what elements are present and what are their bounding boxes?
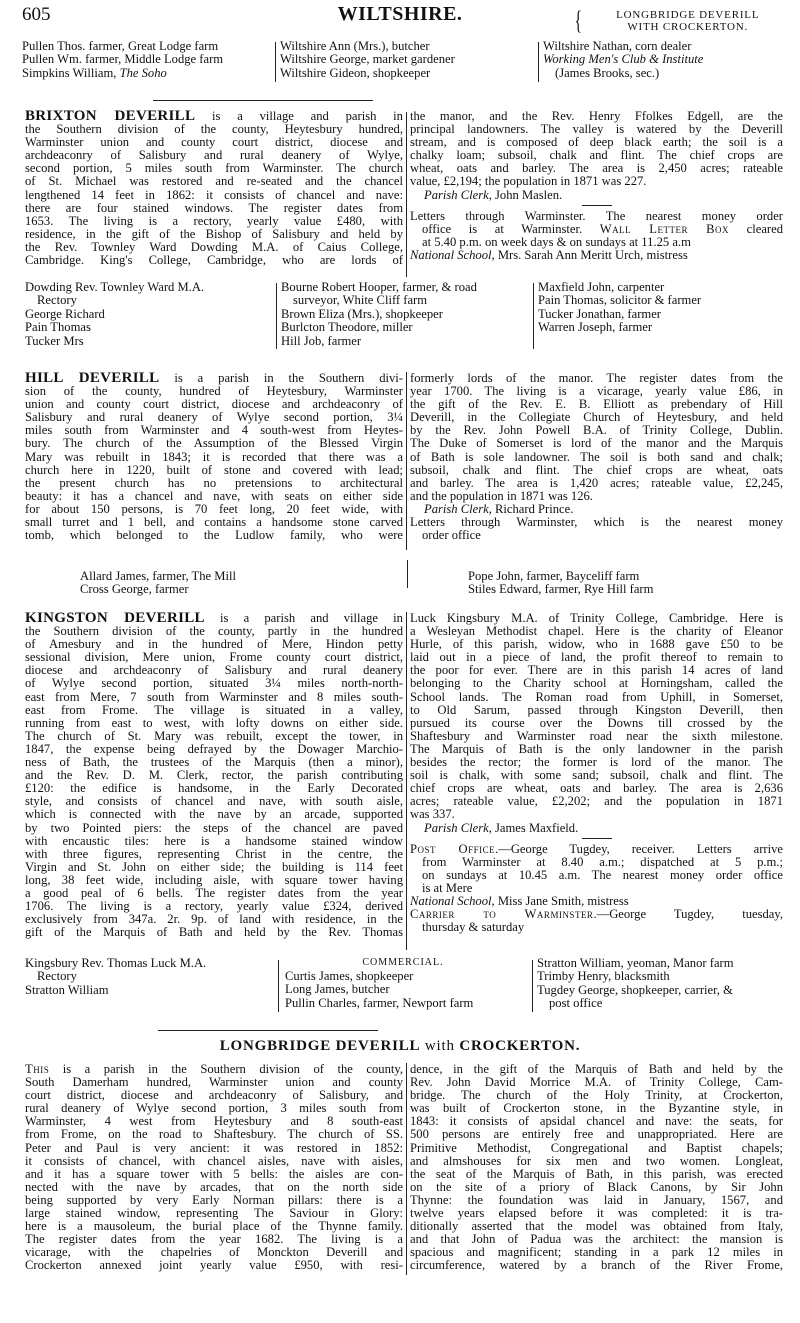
brace-glyph: { bbox=[574, 6, 582, 35]
text-line: on the site of a priory of Black Canons, by Sir John bbox=[410, 1179, 783, 1194]
kingston-text-right bbox=[410, 612, 783, 934]
text-line bbox=[410, 223, 783, 236]
directory-line: Burlcton Theodore, miller bbox=[281, 320, 413, 335]
heading-part: CROCKERTON. bbox=[459, 1038, 581, 1054]
text-line: and that John of Padua was the architect: the mansion is bbox=[410, 1232, 783, 1247]
directory-line: Pope John, farmer, Bayceliff farm bbox=[468, 569, 640, 583]
text-line: 1847, the expense being defrayed by the Dowager Marchio- bbox=[25, 741, 403, 756]
text-line bbox=[410, 249, 783, 262]
short-rule bbox=[410, 835, 783, 843]
top-directory-col-2 bbox=[280, 40, 530, 80]
text-run: , John Maslen. bbox=[488, 187, 563, 202]
brixton-text-left bbox=[25, 110, 403, 267]
text-run: , Miss Jane Smith, mistress bbox=[491, 893, 629, 908]
directory-entry bbox=[281, 308, 531, 321]
text-line: bury. The church of the Assumption of the Blessed Virgin bbox=[25, 436, 403, 451]
text-line: wheat, oats and barley. The area is 2,450 acres; rateable bbox=[410, 161, 783, 176]
column-divider bbox=[532, 960, 533, 1012]
text-line: miles south from Warminster and 4 south-west from Heytes- bbox=[25, 423, 403, 438]
text-line: the Southern division of the county, partly in the hundred bbox=[25, 624, 403, 639]
text-line: chalky loam; subsoil, chalk and flint. The chief crops are bbox=[410, 148, 783, 163]
column-divider bbox=[406, 112, 407, 277]
small-caps-label: This bbox=[25, 1062, 50, 1076]
heading-part: with bbox=[420, 1038, 460, 1054]
text-line: Letters through Warminster, which is the nearest money bbox=[410, 515, 783, 530]
text-line: ness of Bath, the trustees of the Marquis (then a minor), bbox=[25, 755, 403, 770]
longbridge-text-right bbox=[410, 1063, 783, 1273]
brixton-text-right bbox=[410, 110, 783, 262]
directory-entry bbox=[25, 335, 275, 348]
directory-entry bbox=[538, 321, 788, 334]
hill-text-right bbox=[410, 372, 783, 542]
brixton-directory-col-3 bbox=[538, 281, 788, 335]
short-rule-line bbox=[582, 838, 612, 839]
text-run: is a parish and village in bbox=[204, 611, 403, 625]
text-line: sion of the county, hundred of Heytesbury, Warminster bbox=[25, 384, 403, 399]
text-line: by the Rev. John Powell B.A. of Trinity College, Dublin. bbox=[410, 423, 783, 438]
directory-line: (James Brooks, sec.) bbox=[555, 65, 660, 80]
text-line: belonging to the Charity school at Horningsham, called the bbox=[410, 676, 783, 691]
column-divider bbox=[278, 960, 279, 1012]
text-line: archdeaconry of Salisbury and rural deanery of Wylye, bbox=[25, 148, 403, 163]
text-line: laid out in a piece of land, the profit thereof to remain to bbox=[410, 650, 783, 665]
text-line: on sundays at 10.45 a.m. The nearest money order office bbox=[422, 867, 783, 882]
page-number: 605 bbox=[22, 4, 51, 25]
text-line: acres; rateable value, £2,202; and the population in 1871 bbox=[410, 794, 783, 809]
text-line: ditionally asserted that the model was obtained from Italy, bbox=[410, 1219, 783, 1234]
longbridge-heading bbox=[0, 1038, 800, 1055]
text-line: from Frome, on the road to Shaftesbury. The church of SS. bbox=[25, 1127, 403, 1142]
text-line: the poor for ever. There are in this parish 14 acres of land bbox=[410, 663, 783, 678]
text-line: 1653. The living is a rectory, yearly value £480, with bbox=[25, 213, 403, 228]
text-line: stream, and is composed of deep black earth; the soil is a bbox=[410, 135, 783, 150]
text-line: Thynne: the foundation was laid in January, 1567, and bbox=[410, 1192, 783, 1207]
brixton-directory-col-2 bbox=[281, 281, 531, 348]
place-name: HILL DEVERILL bbox=[25, 370, 160, 386]
text-line: and it has a square tower with 5 bells: the aisles are con- bbox=[25, 1166, 403, 1181]
text-line: being supported by very Early Norman pillars: there is a bbox=[25, 1192, 403, 1207]
directory-line: Pain Thomas bbox=[25, 320, 91, 335]
directory-line: Brown Eliza (Mrs.), shopkeeper bbox=[281, 306, 443, 321]
italic-label: The Soho bbox=[119, 65, 167, 80]
text-line: there are four stained windows. The register dates from bbox=[25, 200, 403, 215]
directory-entry bbox=[22, 53, 272, 66]
text-line: at 5.40 p.m. on week days & on sundays at 11.25 a.m bbox=[422, 234, 691, 249]
text-line: vicarage, with the chapelries of Monckton Deverill and bbox=[25, 1245, 403, 1260]
text-line: it consists of chancel, with chancel aisles, nave with aisles, bbox=[25, 1153, 403, 1168]
text-line: of Bath is sole landowner. The soil is both sand and chalk; bbox=[410, 449, 783, 464]
section-rule bbox=[158, 1030, 378, 1031]
running-head-text bbox=[588, 9, 787, 33]
text-line: which is connected with the nave by an arcade, supported bbox=[25, 807, 403, 822]
directory-entry bbox=[285, 997, 530, 1010]
short-rule-line bbox=[582, 205, 612, 206]
directory-line: Long James, butcher bbox=[285, 982, 390, 997]
directory-line: Curtis James, shopkeeper bbox=[285, 969, 414, 983]
directory-line: Pullin Charles, farmer, Newport farm bbox=[285, 995, 474, 1010]
text-line: The church of St. Mary was rebuilt, except the tower, in bbox=[25, 728, 403, 743]
text-line: 1843: it consists of apsidal chancel and nave: the seats, for bbox=[410, 1114, 783, 1129]
column-divider bbox=[406, 612, 407, 950]
directory-line: Pullen Thos. farmer, Great Lodge farm bbox=[22, 39, 219, 53]
directory-entry bbox=[280, 53, 530, 66]
text-line: residence, in the gift of the Bishop of Salisbury and held by bbox=[25, 226, 403, 241]
directory-entry bbox=[537, 970, 787, 983]
text-line: the present church has no pretensions to architectural bbox=[25, 475, 403, 490]
text-line: of Amesbury and in the hundred of Mere, Hindon petty bbox=[25, 637, 403, 652]
directory-entry bbox=[468, 583, 768, 596]
text-line: a good peal of 6 bells. The register dates from the year bbox=[25, 885, 403, 900]
text-line: Hurle, of this parish, widow, who in 1688 gave £50 to be bbox=[410, 637, 783, 652]
text-run: Simpkins William, bbox=[22, 65, 120, 80]
directory-entry bbox=[538, 308, 788, 321]
text-line: formerly lords of the manor. The register dates from the bbox=[410, 371, 783, 385]
directory-line bbox=[22, 67, 272, 80]
column-divider bbox=[533, 283, 534, 349]
text-line: and the Rev. D. M. Clerk, rector, the parish contributing bbox=[25, 768, 403, 783]
text-line: a Wesleyan Methodist chapel. Here is the charity of Eleanor bbox=[410, 624, 783, 639]
directory-entry bbox=[281, 335, 531, 348]
directory-entry bbox=[543, 40, 788, 53]
section-rule bbox=[153, 100, 373, 101]
text-line: Salisbury and rural deanery of Wylye second portion, 3¼ bbox=[25, 410, 403, 425]
directory-line: Stiles Edward, farmer, Rye Hill farm bbox=[468, 582, 654, 597]
directory-entry bbox=[468, 570, 768, 583]
directory-entry bbox=[22, 40, 272, 53]
text-line: Shaftesbury and Warminster road near the sixth milestone. bbox=[410, 728, 783, 743]
column-divider bbox=[275, 42, 276, 82]
text-line: for about 150 persons, is 70 feet long, 20 feet wide, with bbox=[25, 501, 403, 516]
heading-part: LONGBRIDGE DEVERILL bbox=[219, 1038, 421, 1054]
text-line: the gift of the Rev. E. B. Elliott as prebendary of Hill bbox=[410, 397, 783, 412]
text-line: exclusively from 347a. 2r. 9p. of land with residence, in the bbox=[25, 912, 403, 927]
text-line: order office bbox=[422, 528, 481, 543]
text-line: South Damerham hundred, Warminster union and county bbox=[25, 1075, 403, 1090]
text-line: the Rev. Townley Ward Dowding M.A. of Caius College, bbox=[25, 239, 403, 254]
text-run: is a parish in the Southern divi- bbox=[159, 371, 403, 385]
text-line: and almshouses for six men and two women. Longleat, bbox=[410, 1153, 783, 1168]
text-line: pursued its course over the Downs till crossed by the bbox=[410, 715, 783, 730]
text-line: Warminster, 4 west from Heytesbury and 8 south-east bbox=[25, 1114, 403, 1129]
text-line: principal landowners. The valley is watered by the Deverill bbox=[410, 122, 783, 137]
text-line: of St. Michael was restored and re-seated and the chancel bbox=[25, 174, 403, 189]
text-line: subsoil, chalk and flint. The chief crops are wheat, oats bbox=[410, 462, 783, 477]
directory-line: Stratton William, yeoman, Manor farm bbox=[537, 956, 734, 970]
running-head-line: WITH CROCKERTON. bbox=[627, 21, 749, 33]
brixton-directory-col-1 bbox=[25, 281, 275, 348]
commercial-label: COMMERCIAL. bbox=[362, 957, 444, 968]
text-line: soil is chalk, with some sand; subsoil, chalk and flint. The bbox=[410, 768, 783, 783]
longbridge-text-left bbox=[25, 1063, 403, 1273]
small-caps-label: Carrier to Warminster bbox=[410, 907, 594, 922]
text-line: Warminster union and county court district, diocese and bbox=[25, 135, 403, 150]
text-line: The Marquis of Bath is the only landowner in the parish bbox=[410, 741, 783, 756]
text-line: dence, in the gift of the Marquis of Bath and held by the bbox=[410, 1062, 783, 1076]
text-line bbox=[410, 189, 783, 202]
italic-label: National School bbox=[410, 247, 492, 262]
directory-line: Kingsbury Rev. Thomas Luck M.A. bbox=[25, 956, 207, 970]
text-line: by two Pointed piers: the steps of the chancel are paved bbox=[25, 820, 403, 835]
text-line: The register dates from the year 1682. The living is a bbox=[25, 1232, 403, 1247]
top-directory-col-1 bbox=[22, 40, 272, 80]
directory-entry bbox=[80, 570, 380, 583]
directory-line: post office bbox=[549, 996, 603, 1011]
text-run: office is at Warminster. bbox=[422, 221, 600, 236]
directory-entry bbox=[25, 957, 275, 984]
text-run: cleared bbox=[729, 221, 783, 236]
text-line: School lands. The Roman road from Uphill, in Somerset, bbox=[410, 689, 783, 704]
text-line: rural deanery of Wylye second portion, 3 miles south from bbox=[25, 1101, 403, 1116]
county-title: WILTSHIRE. bbox=[337, 3, 463, 25]
column-divider bbox=[406, 1063, 407, 1275]
text-line: was built of Crockerton stone, in the Byzantine style, in bbox=[410, 1101, 783, 1116]
directory-entry bbox=[25, 984, 275, 997]
text-line: spacious and magnificent; standing in a park 12 miles in bbox=[410, 1245, 783, 1260]
directory-line: Tucker Mrs bbox=[25, 333, 84, 348]
column-divider bbox=[276, 283, 277, 349]
directory-line: Tucker Jonathan, farmer bbox=[538, 306, 661, 321]
text-line: besides the rector; the former is lord of the manor. The bbox=[410, 755, 783, 770]
directory-entry bbox=[280, 67, 530, 80]
text-line: Crockerton annexed joint yearly value £950, with resi- bbox=[25, 1258, 403, 1273]
directory-entry bbox=[285, 970, 530, 983]
directory-line: Rectory bbox=[37, 293, 77, 308]
text-run: , Richard Prince. bbox=[488, 501, 574, 516]
kingston-directory-col-2 bbox=[285, 970, 530, 1010]
directory-line: Pain Thomas, solicitor & farmer bbox=[538, 293, 702, 308]
text-run: is a village and parish in bbox=[195, 109, 403, 123]
text-line: with encaustic tiles: here is a handsome stained window bbox=[25, 833, 403, 848]
directory-entry bbox=[285, 983, 530, 996]
directory-line: Tugdey George, shopkeeper, carrier, & bbox=[537, 982, 733, 997]
text-line bbox=[410, 843, 783, 856]
text-line: diocese and archdeaconry of Salisbury and rural deanery bbox=[25, 663, 403, 678]
text-line: Deverill, in the Collegiate Church of Heytesbury, and held bbox=[410, 410, 783, 425]
text-line: The Duke of Somerset is lord of the manor and the Marquis bbox=[410, 436, 783, 451]
text-line: long, 38 feet wide, including aisle, with square tower having bbox=[25, 872, 403, 887]
text-line: and the population in 1871 was 126. bbox=[410, 488, 593, 503]
directory-entry bbox=[280, 40, 530, 53]
text-line: 500 persons are entirely free and unappropriated. Here are bbox=[410, 1127, 783, 1142]
hill-directory-col-1 bbox=[80, 570, 380, 597]
top-directory-col-3 bbox=[543, 40, 788, 80]
text-line: small turret and 1 bell, and contains a handsome stone carved bbox=[25, 515, 403, 530]
directory-line: Wiltshire Gideon, shopkeeper bbox=[280, 65, 431, 80]
directory-line: Wiltshire Ann (Mrs.), butcher bbox=[280, 39, 430, 53]
text-run: , Mrs. Sarah Ann Meritt Urch, mistress bbox=[491, 247, 688, 262]
text-line: Virgin and St. John on either side; the building is 114 feet bbox=[25, 859, 403, 874]
text-line: lengthened 14 feet in 1862: it consists of chancel and nave: bbox=[25, 187, 403, 202]
column-divider bbox=[406, 372, 407, 550]
directory-line: Hill Job, farmer bbox=[281, 333, 362, 348]
directory-entry bbox=[281, 321, 531, 334]
place-name: KINGSTON DEVERILL bbox=[25, 610, 205, 626]
text-line: from Warminster at 8.40 a.m.; dispatched at 5 p.m.; bbox=[422, 854, 783, 869]
directory-line: Pullen Wm. farmer, Middle Lodge farm bbox=[22, 52, 224, 67]
text-line: gift of the Marquis of Bath and held by the Rev. Thomas bbox=[25, 925, 403, 940]
text-line: Luck Kingsbury M.A. of Trinity College, Cambridge. Here is bbox=[410, 611, 783, 625]
text-line: the Southern division of the county, Heytesbury hundred, bbox=[25, 122, 403, 137]
directory-entry bbox=[25, 321, 275, 334]
column-divider bbox=[538, 42, 539, 82]
small-caps-label: Wall Letter Box bbox=[599, 221, 730, 236]
text-line: Primitive Methodist, Congregational and Baptist chapels; bbox=[410, 1140, 783, 1155]
directory-line: Dowding Rev. Townley Ward M.A. bbox=[25, 280, 205, 294]
directory-entry bbox=[25, 281, 275, 308]
column-divider bbox=[407, 560, 408, 588]
text-line: second portion, 5 miles south from Warminster. The church bbox=[25, 161, 403, 176]
text-line: Rev. John David Morrice M.A. of Trinity College, Cam- bbox=[410, 1075, 783, 1090]
text-line: chief crops are wheat, oats and barley. The area is 2,636 bbox=[410, 781, 783, 796]
directory-entry bbox=[543, 53, 788, 80]
text-run: .—George Tugdey, tuesday, bbox=[593, 907, 783, 922]
text-line: Cambridge. King's College, Cambridge, who are lords of bbox=[25, 253, 403, 268]
text-run: is a parish in the Southern division of the county, bbox=[49, 1062, 403, 1076]
directory-entry bbox=[538, 294, 788, 307]
running-head bbox=[572, 8, 787, 34]
text-line: thursday & saturday bbox=[422, 920, 525, 935]
italic-label: Working Men's Club & Institute bbox=[543, 52, 704, 67]
text-line: and barley. The area is 1,420 acres; rateable value, £2,245, bbox=[410, 475, 783, 490]
hill-text-left bbox=[25, 372, 403, 542]
text-line: to Old Sarum, passed through Kingston Deverill, then bbox=[410, 702, 783, 717]
directory-entry bbox=[537, 984, 787, 1011]
small-caps-label: Post Office bbox=[410, 841, 496, 856]
place-name: BRIXTON DEVERILL bbox=[25, 108, 196, 124]
text-line: large stained window, representing The Saviour in Glory: bbox=[25, 1206, 403, 1221]
text-line: east from Frome. The village is situated in a valley, bbox=[25, 702, 403, 717]
kingston-directory-col-1 bbox=[25, 957, 275, 997]
kingston-text-left bbox=[25, 612, 403, 939]
text-line: union and county court district, diocese and archdeaconry of bbox=[25, 397, 403, 412]
text-line: here is a mausoleum, the burial place of the Thynne family. bbox=[25, 1219, 403, 1234]
directory-line: Trimby Henry, blacksmith bbox=[537, 969, 670, 984]
directory-line: Cross George, farmer bbox=[80, 582, 189, 597]
text-line: £120: the edifice is handsome, in the Early Decorated bbox=[25, 781, 403, 796]
text-line: running from east to west, with lofty downs on either side. bbox=[25, 715, 403, 730]
text-line: circumference, watered by a branch of the River Frome, bbox=[410, 1258, 783, 1273]
text-line: east from Mere, 7 south from Warminster and 8 miles south- bbox=[25, 689, 403, 704]
directory-line: George Richard bbox=[25, 306, 105, 321]
kingston-directory-col-3 bbox=[537, 957, 787, 1011]
text-line: church here in 1220, built of stone and covered with lead; bbox=[25, 462, 403, 477]
text-line: style, and consists of chancel and nave, with south aisle, bbox=[25, 794, 403, 809]
italic-label: Parish Clerk bbox=[424, 820, 489, 835]
directory-entry bbox=[537, 957, 787, 970]
text-line: 1706. The living is a rectory, yearly value £324, derived bbox=[25, 899, 403, 914]
text-line: Mary was rebuilt in 1843; it is recorded that there was a bbox=[25, 449, 403, 464]
directory-entry bbox=[22, 67, 272, 80]
directory-line: Rectory bbox=[37, 969, 77, 984]
text-run: .—George Tugdey, receiver. Letters arrive bbox=[495, 841, 784, 856]
hill-directory-col-2 bbox=[468, 570, 768, 597]
directory-line bbox=[543, 53, 788, 66]
text-line: value, £2,194; the population in 1871 was 227. bbox=[410, 174, 647, 189]
directory-line: Wiltshire George, market gardener bbox=[280, 52, 455, 67]
directory-line: Bourne Robert Hooper, farmer, & road bbox=[281, 280, 477, 294]
short-rule bbox=[410, 202, 783, 210]
directory-line: Warren Joseph, farmer bbox=[538, 320, 653, 335]
directory-line: surveyor, White Cliff farm bbox=[293, 293, 428, 308]
text-line: beauty: it has a chancel and nave, with seats on either side bbox=[25, 488, 403, 503]
text-line: was 337. bbox=[410, 807, 455, 822]
italic-label: Parish Clerk bbox=[424, 187, 489, 202]
italic-label: National School bbox=[410, 893, 492, 908]
text-line: the manor, and the Rev. Henry Ffolkes Edgell, are the bbox=[410, 109, 783, 123]
text-line: with three figures, representing Christ in the centre, the bbox=[25, 846, 403, 861]
italic-label: Parish Clerk bbox=[424, 501, 489, 516]
text-line: of Wylye second portion, situated 3¼ miles north-north- bbox=[25, 676, 403, 691]
directory-entry bbox=[25, 308, 275, 321]
text-line: is at Mere bbox=[422, 880, 473, 895]
directory-line: Maxfield John, carpenter bbox=[538, 280, 665, 294]
text-line: year 1700. The living is a vicarage, yearly value £86, in bbox=[410, 384, 783, 399]
directory-line: Wiltshire Nathan, corn dealer bbox=[543, 39, 692, 53]
text-line: Letters through Warminster. The nearest money order bbox=[410, 208, 783, 223]
directory-entry bbox=[538, 281, 788, 294]
directory-entry bbox=[281, 281, 531, 308]
directory-line: Allard James, farmer, The Mill bbox=[80, 569, 236, 583]
text-line: twelve years elapsed before it was completed: it is tra- bbox=[410, 1206, 783, 1221]
directory-entry bbox=[80, 583, 380, 596]
text-line: court district, diocese and archdeaconry of Salisbury, and bbox=[25, 1088, 403, 1103]
text-line: tomb, which belonged to the Ludlow family, who were bbox=[25, 528, 403, 543]
text-line: bridge. The church of the Holy Trinity, at Crockerton, bbox=[410, 1088, 783, 1103]
directory-line: Stratton William bbox=[25, 982, 109, 997]
running-head-line: LONGBRIDGE DEVERILL bbox=[616, 9, 760, 21]
text-line bbox=[410, 822, 783, 835]
text-line: sessional division, Mere union, Frome county court district, bbox=[25, 650, 403, 665]
text-line: nected with the nave by arcades, that on the north side bbox=[25, 1179, 403, 1194]
text-line: Peter and Paul is very ancient: it was restored in 1852: bbox=[25, 1140, 403, 1155]
text-run: , James Maxfield. bbox=[488, 820, 579, 835]
text-line: the seat of the Marquis of Bath, in this parish, was erected bbox=[410, 1166, 783, 1181]
